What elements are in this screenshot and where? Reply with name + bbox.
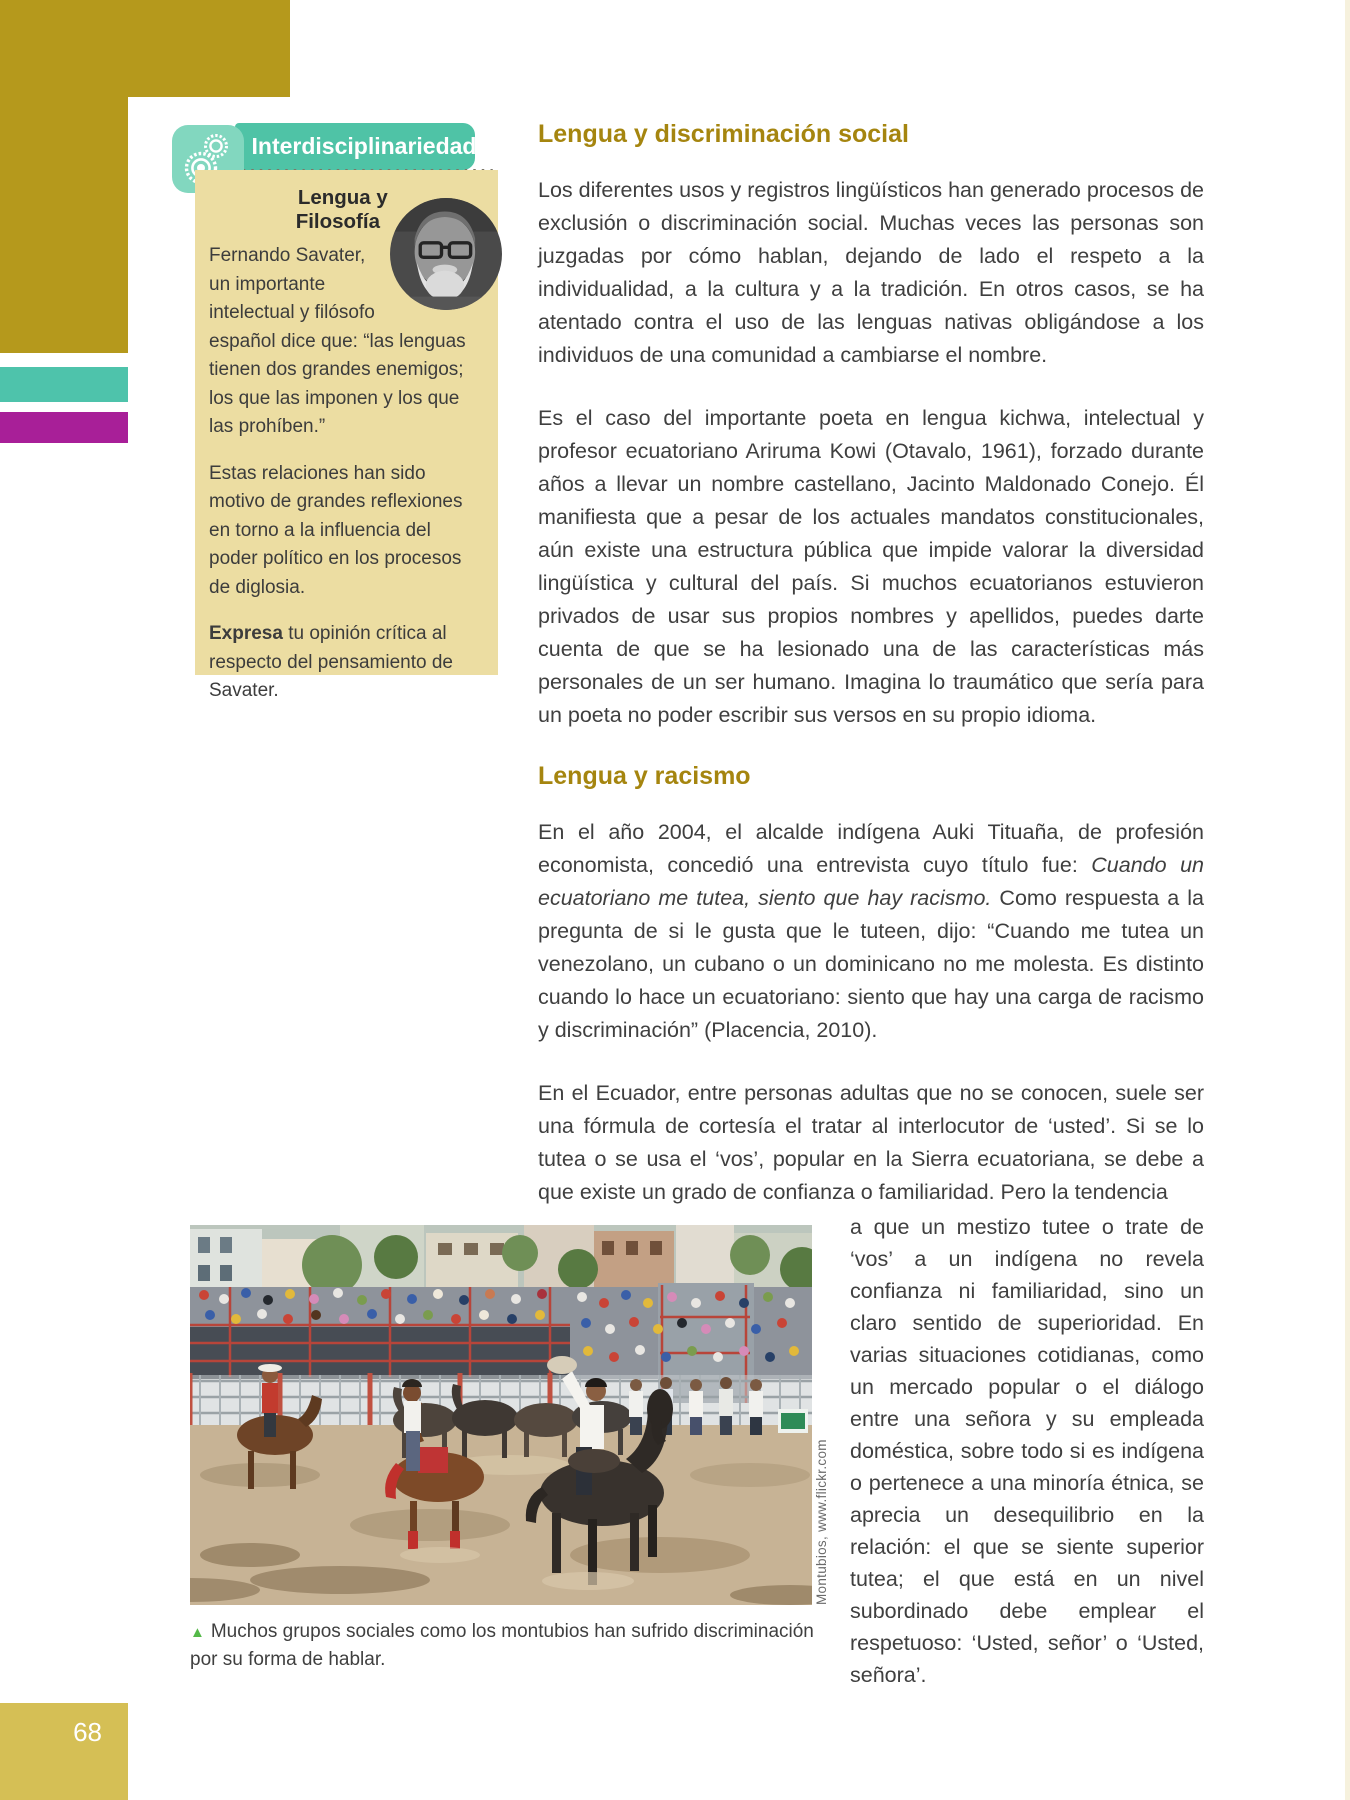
interdisciplinariedad-label: Interdisciplinariedad: [251, 133, 477, 159]
savater-portrait: [390, 198, 502, 310]
caption-triangle-icon: ▲: [190, 1624, 205, 1641]
task-text: tu opinión crítica al respecto del pensamiento de Savater.: [209, 623, 453, 701]
interdisciplinariedad-header: [235, 123, 475, 170]
gold-corner-column: [0, 0, 128, 353]
sidebar-task: [209, 620, 482, 706]
section-heading-discriminacion: Lengua y discriminación social: [538, 120, 909, 148]
sidebar-box: [195, 170, 498, 701]
task-verb: Expresa: [209, 623, 283, 644]
paragraph-segment: En el año 2004, el alcalde indígena Auki Tituaña, de profesión economista, concedió una entrevista cuyo título fue:: [538, 820, 1204, 877]
photo-credit: Montubios, www.flickr.com: [814, 1439, 829, 1605]
paragraph-segment: Como respuesta a la pregunta de si le gusta que le tuteen, dijo: “Cuando me tutea un venezolano, un cubano o un dominicano no me molesta. Es distinto cuando lo hace un ecuatoriano: siento que hay una carga de racismo y discriminación” (Placencia, 2010).: [538, 886, 1204, 1042]
sidebar-paragraph: Estas relaciones han sido motivo de grandes reflexiones en torno a la influencia del poder político en los procesos de diglosia.: [209, 462, 463, 598]
portrait-illustration: [390, 198, 502, 310]
interview-title-italic: Cuando un ecuatoriano me tutea, siento que hay racismo.: [538, 853, 1204, 910]
body-paragraph: Los diferentes usos y registros lingüísticos han generado procesos de exclusión o discriminación social. Muchas veces las personas son juzgadas por cómo hablan, dejando de lado el respeto a la individualidad, a la cultura y a la tradición. En otros casos, se ha atentado contra el uso de las lenguas nativas obligándose a los individuos de una comunidad a cambiarse el nombre.: [538, 178, 1204, 367]
magenta-accent-bar: [0, 412, 128, 443]
page-edge-strip: [1345, 0, 1350, 1800]
page-number: 68: [73, 1717, 102, 1747]
teal-accent-bar: [0, 367, 128, 402]
rodeo-photo: [190, 1225, 812, 1605]
page-number-block: [0, 1703, 128, 1800]
rodeo-scene-illustration: [190, 1225, 812, 1605]
body-paragraph: Es el caso del importante poeta en lengua kichwa, intelectual y profesor ecuatoriano Ariruma Kowi (Otavalo, 1961), forzado durante años a llevar un nombre castellano, Jacinto Maldonado Conejo. Él manifiesta que a pesar de los actuales mandatos constitucionales, aún existe una estructura pública que impide valorar la diversidad lingüística y cultural del país. Si muchos ecuatorianos estuvieron privados de usar sus propios nombres y apellidos, puedes darte cuenta de que se ha lesionado una de las características más personales de un ser humano. Imagina lo traumático que sería para un poeta no poder escribir sus versos en su propio idioma.: [538, 406, 1204, 727]
sidebar-title: Lengua y Filosofía: [295, 186, 388, 233]
section-heading-racismo: Lengua y racismo: [538, 762, 751, 790]
body-paragraph: [538, 816, 1204, 1047]
wrap-text-column: a que un mestizo tutee o trate de ‘vos’ a un indígena no revela confianza ni familiaridad, sino un claro sentido de superioridad. En varias situaciones cotidianas, como un mercado popular o el diálogo entre una señora y su empleada doméstica, sobre todo si es indígena o pertenece a una minoría étnica, se aprecia un desequilibrio en la relación: el que se siente superior tutea; el que está en un nivel subordinado debe emplear el respetuoso: ‘Usted, señor’ o ‘Usted, señora’.: [850, 1215, 1204, 1687]
main-text-column: [538, 120, 1204, 1239]
caption-text: Muchos grupos sociales como los montubios han sufrido discriminación por su forma de hablar.: [190, 1621, 814, 1670]
sidebar-paragraph: Fernando Savater, un importante intelectual y filósofo español dice que: “las lenguas tienen dos grandes enemigos; los que las imponen y los que las prohíben.”: [209, 245, 466, 437]
body-paragraph: En el Ecuador, entre personas adultas que no se conocen, suele ser una fórmula de cortesía el tratar al interlocutor de ‘usted’. Si se lo tutea o se usa el ‘vos’, popular en la Sierra ecuatoriana, se debe a que existe un grado de confianza o familiaridad. Pero la tendencia: [538, 1081, 1204, 1204]
photo-caption: [190, 1618, 842, 1673]
